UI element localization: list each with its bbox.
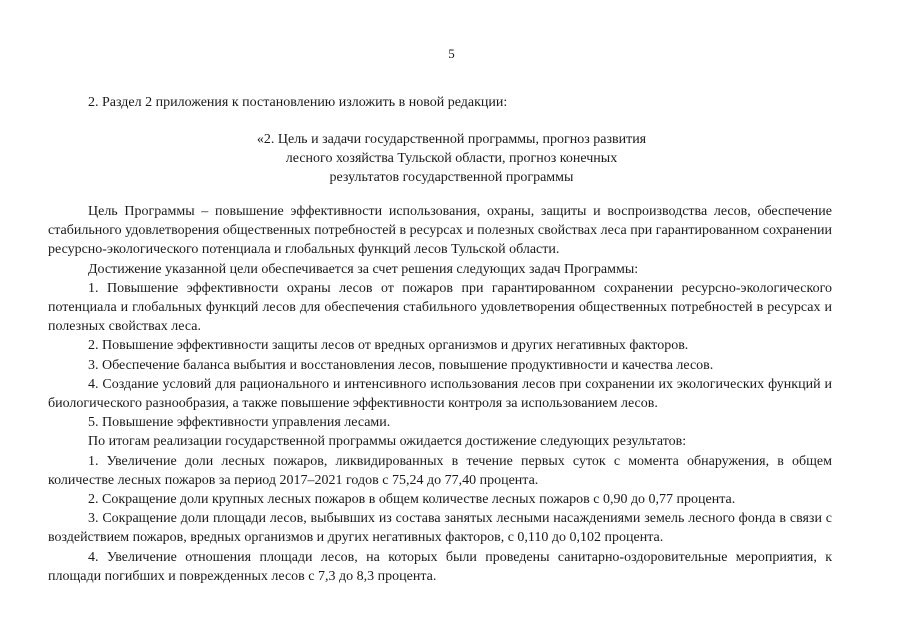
result-item: 2. Сокращение доли крупных лесных пожаров в общем количестве лесных пожаров с 0,90 до 0,77 процента. — [88, 492, 736, 508]
task-item: 4. Создание условий для рационального и интенсивного использования лесов при сохранении их экологических функций и биологического разнообразия, а также повышение эффективности контроля за использованием лесов. — [48, 376, 832, 412]
task-item: 1. Повышение эффективности охраны лесов от пожаров при гарантированном сохранении ресурсно-экологического потенциала и глобальных функций лесов для обеспечения стабильного удовлетворения общественных потребностей в ресурсах и полезных свойствах леса. — [48, 280, 832, 335]
results-intro-paragraph: По итогам реализации государственной программы ожидается достижение следующих результатов: — [88, 434, 687, 450]
tasks-intro-paragraph: Достижение указанной цели обеспечивается за счет решения следующих задач Программы: — [88, 261, 639, 277]
task-item: 2. Повышение эффективности защиты лесов от вредных организмов и других негативных факторов. — [88, 338, 689, 354]
intro-line: 2. Раздел 2 приложения к постановлению изложить в новой редакции: — [88, 95, 508, 110]
task-item: 5. Повышение эффективности управления лесами. — [88, 415, 391, 431]
page-number: 5 — [448, 46, 455, 61]
heading-line: «2. Цель и задачи государственной программы, прогноз развития — [256, 132, 647, 147]
result-item: 1. Увеличение доли лесных пожаров, ликвидированных в течение первых суток с момента обнаружения, в общем количестве лесных пожаров за период 2017–2021 годов с 75,24 до 77,40 процента. — [48, 453, 832, 488]
result-item: 4. Увеличение отношения площади лесов, на которых были проведены санитарно-оздоровительные мероприятия, к площади погибших и поврежденных лесов с 7,3 до 8,3 процента. — [48, 549, 832, 584]
heading-line: лесного хозяйства Тульской области, прогноз конечных — [285, 151, 618, 166]
task-item: 3. Обеспечение баланса выбытия и восстановления лесов, повышение продуктивности и качества лесов. — [88, 357, 714, 373]
result-item: 3. Сокращение доли площади лесов, выбывших из состава занятых лесными насаждениями земель лесного фонда в связи с воздействием пожаров, вредных организмов и других негативных факторов, с 0,110 до 0,102 процента. — [48, 511, 832, 546]
document-body — [48, 202, 832, 586]
section-heading — [0, 130, 903, 187]
goal-paragraph: Цель Программы – повышение эффективности использования, охраны, защиты и воспроизводства лесов, обеспечение стабильного удовлетворения общественных потребностей в ресурсах и полезных свойствах леса при гарантированном сохранении ресурсно-экологического потенциала и глобальных функций лесов Тульской области. — [48, 204, 832, 258]
heading-line: результатов государственной программы — [329, 170, 574, 185]
